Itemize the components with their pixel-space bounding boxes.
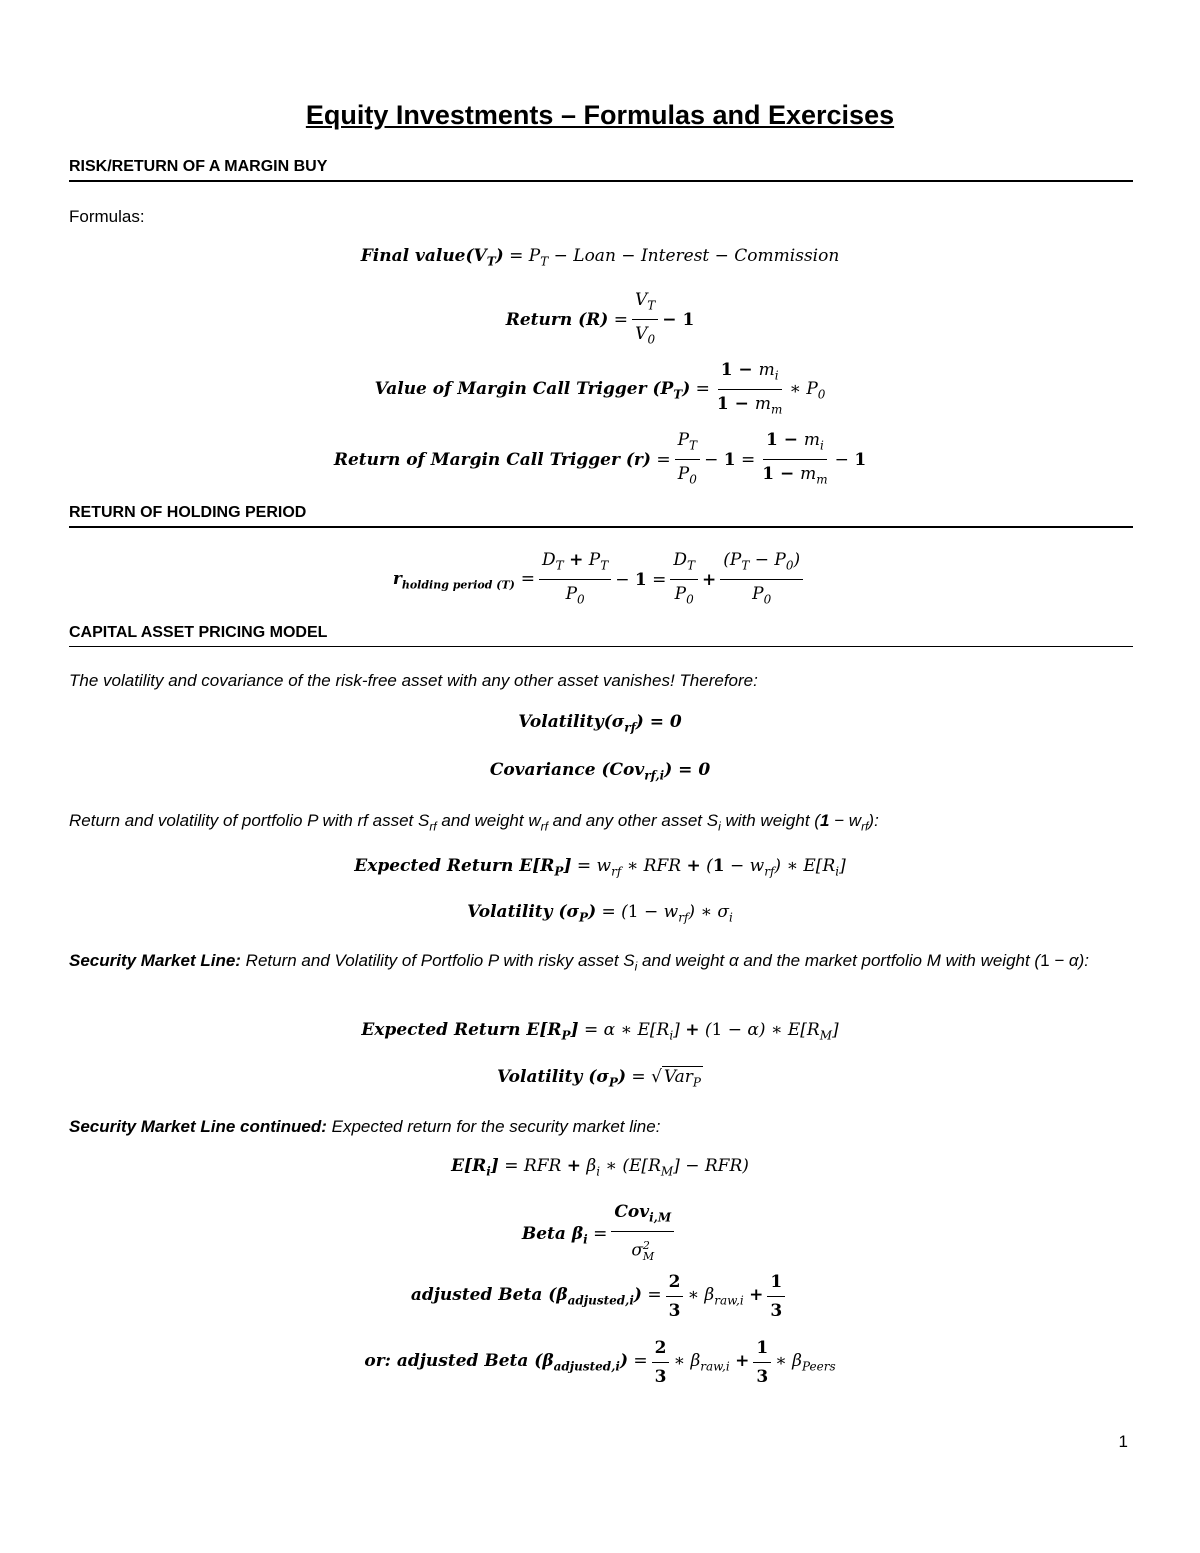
formula-margin-trigger-value: Value of Margin Call Trigger $(P_T)$ = $\frac{1 - m_i}{1 - m_m}$ ∗ $P_0$ bbox=[374, 360, 826, 417]
formula-return: Return (R) = $\frac{V_T}{V_0}$ − 1 bbox=[505, 290, 695, 347]
formula-adjusted-beta-peers: or: adjusted Beta $(\beta_{adjusted,i})$ = $\frac{2}{3}$ ∗ $\beta_{raw,i}$ + $\frac{1}{3}$ ∗ $\beta_{Peers}$ bbox=[364, 1338, 836, 1387]
formula-label-volatility-portfolio: Volatility bbox=[467, 902, 553, 922]
sml-continued-label: Security Market Line continued: bbox=[69, 1117, 327, 1136]
sml-label: Security Market Line: bbox=[69, 951, 241, 970]
formula-expected-return-rf: Expected Return $E[R_P] = w_{rf}$ ∗ RFR + $(1 - w_{rf})$ ∗ $E[R_i]$ bbox=[354, 856, 846, 879]
formula-label-covariance: Covariance bbox=[489, 760, 596, 780]
formula-covariance-rf: Covariance (Cov$_{rf,i}$) = 0 bbox=[489, 760, 711, 783]
formula-label-margin-trigger-return: Return of Margin Call Trigger bbox=[333, 449, 620, 470]
capm-intro-text: The volatility and covariance of the risk-free asset with any other asset vanishes! Therefore: bbox=[69, 671, 758, 690]
sml-continued-description bbox=[69, 1112, 1133, 1142]
sml-description: Security Market Line: Return and Volatility of Portfolio P with risky asset $S_i$ and weight α and the market portfolio M with weight (1 − α): bbox=[69, 951, 1090, 974]
formula-label-margin-trigger-value: Value of Margin Call Trigger bbox=[374, 378, 647, 399]
section-heading-holding-period: RETURN OF HOLDING PERIOD bbox=[69, 504, 1133, 528]
formula-label-adjusted-beta: adjusted Beta bbox=[410, 1285, 543, 1306]
formula-beta: Beta $\beta_i$ = $\frac{Cov_{i,M}}{\sigma^2_M}$ bbox=[0, 1200, 1200, 1269]
formula-final-value: Final $value(V_T) = P_T$ − Loan − Interest − Commission bbox=[360, 246, 840, 269]
formula-volatility-sqrt: Volatility $(\sigma_P)$ = √ Var$_P$ bbox=[497, 1067, 701, 1090]
portfolio-rf-description: Return and volatility of portfolio P with rf asset $S_{rf}$ and weight $w_{rf}$ and any other asset $S_i$ with weight $(1 - w_{rf})$: bbox=[69, 811, 879, 834]
formula-margin-trigger-return: Return of Margin Call Trigger (r) = $\frac{P_T}{P_0}$ − 1 = $\frac{1 - m_i}{1 - m_m}$ − 1 bbox=[333, 430, 867, 487]
formula-label-volatility-rf: Volatility bbox=[518, 712, 604, 732]
formula-label-expected-return-rf: Expected Return bbox=[354, 856, 514, 876]
formula-label-volatility-sqrt: Volatility bbox=[497, 1067, 583, 1087]
formula-label-expected-return-sml: Expected Return bbox=[361, 1020, 521, 1040]
formula-expected-return-sml: Expected Return $E[R_P] = \alpha$ ∗ $E[R_i] + (1 - \alpha)$ ∗ $E[R_M]$ bbox=[361, 1020, 839, 1043]
formula-label-or-adjusted-beta: or: adjusted Beta bbox=[364, 1351, 529, 1372]
formula-label-return: Return bbox=[505, 309, 573, 330]
formula-holding-period-return: $r_{holding period (T)}$ = $\frac{D_T + P_T}{P_0}$ − 1 = $\frac{D_T}{P_0}$ + $\frac{(P_T - P_0)}{P_0}$ bbox=[0, 548, 1200, 612]
page-title: Equity Investments – Formulas and Exercises bbox=[305, 100, 895, 130]
formula-volatility-rf: $Volatility(\sigma_{rf}) = 0$ bbox=[518, 712, 682, 735]
page-number: 1 bbox=[1118, 1432, 1128, 1451]
formula-sml-expected-return: $E[R_i]$ = RFR + $\beta_i$ ∗ $(E[R_M] - RFR)$ bbox=[451, 1156, 749, 1179]
section-heading-capm: CAPITAL ASSET PRICING MODEL bbox=[69, 624, 1133, 647]
formula-label-final-value: Final value bbox=[360, 246, 466, 266]
formula-adjusted-beta: adjusted Beta $(\beta_{adjusted,i})$ = $\frac{2}{3}$ ∗ $\beta_{raw,i}$ + $\frac{1}{3}$ bbox=[0, 1270, 1200, 1323]
formulas-label: Formulas: bbox=[69, 207, 145, 226]
formula-volatility-portfolio-rf: Volatility $(\sigma_P) = (1 - w_{rf})$ ∗ $\sigma_i$ bbox=[467, 902, 733, 925]
formula-label-beta: Beta bbox=[521, 1223, 566, 1244]
section-heading-margin-buy: RISK/RETURN OF A MARGIN BUY bbox=[69, 158, 1133, 182]
sml-continued-text: Expected return for the security market line: bbox=[331, 1117, 661, 1136]
